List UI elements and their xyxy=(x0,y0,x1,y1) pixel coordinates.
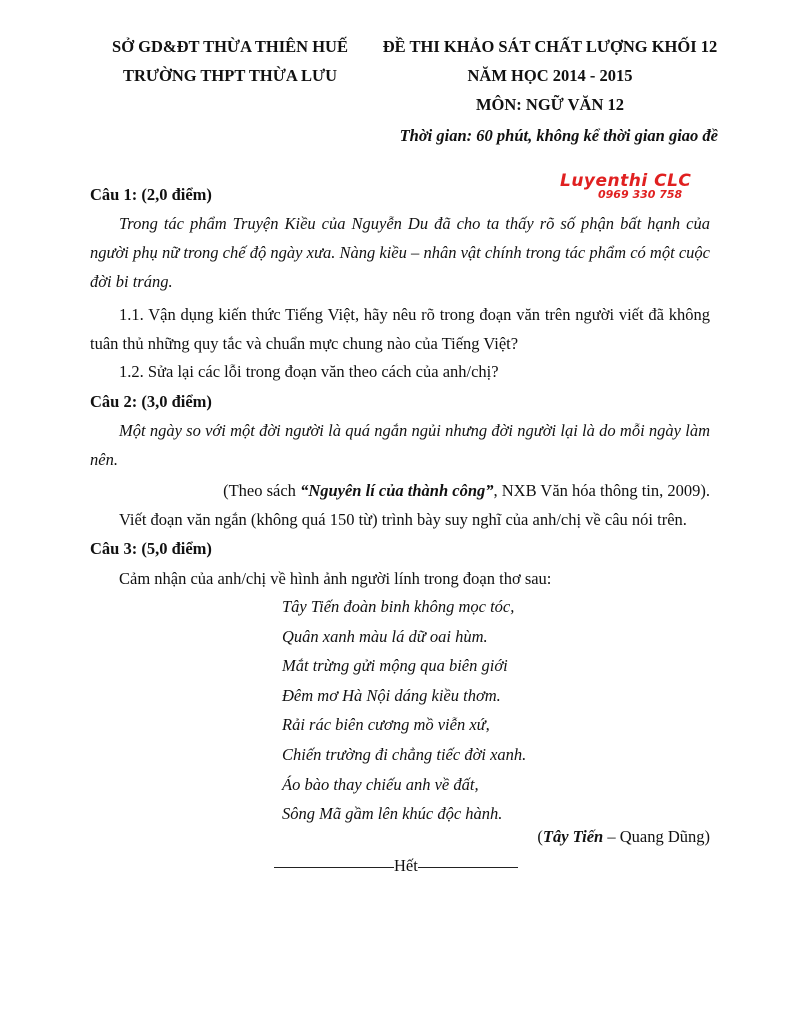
question-1-1: 1.1. Vận dụng kiến thức Tiếng Việt, hãy nêu rõ trong đoạn văn trên người viết đã không tuân thủ những quy tắc và chuẩn mực chung nào của Tiếng Việt? xyxy=(90,305,710,353)
exam-title: ĐỀ THI KHẢO SÁT CHẤT LƯỢNG KHỐI 12 xyxy=(382,37,718,56)
end-marker xyxy=(274,856,524,876)
subject: MÔN: NGỮ VĂN 12 xyxy=(475,95,625,114)
time-limit: Thời gian: 60 phút, không kể thời gian giao đề xyxy=(399,126,718,145)
department-name: SỞ GD&ĐT THỪA THIÊN HUẾ xyxy=(112,37,348,56)
question-1-2: 1.2. Sửa lại các lỗi trong đoạn văn theo cách của anh/chị? xyxy=(119,362,499,381)
end-divider-left xyxy=(274,867,394,868)
source-book-title: “Nguyên lí của thành công” xyxy=(300,481,494,500)
question-2-quote: Một ngày so với một đời người là quá ngắn ngủi nhưng đời người lại là do mỗi ngày làm nên. xyxy=(90,421,710,469)
poem-line: Đêm mơ Hà Nội dáng kiều thơm. xyxy=(282,685,501,705)
poem-line: Áo bào thay chiếu anh về đất, xyxy=(282,774,479,794)
end-text: Hết xyxy=(394,856,418,875)
poem-line: Sông Mã gầm lên khúc độc hành. xyxy=(282,804,503,824)
poem-line: Mắt trừng gửi mộng qua biên giới xyxy=(282,656,508,676)
source-suffix: , NXB Văn hóa thông tin, 2009). xyxy=(493,481,710,500)
end-divider-right xyxy=(418,867,518,868)
watermark-phone: 0969 330 758 xyxy=(598,188,683,201)
question-3-task: Cảm nhận của anh/chị về hình ảnh người lính trong đoạn thơ sau: xyxy=(119,569,552,588)
question-2-task: Viết đoạn văn ngắn (không quá 150 từ) trình bày suy nghĩ của anh/chị về câu nói trên. xyxy=(119,510,687,529)
poem-author: Quang Dũng xyxy=(619,827,705,846)
poem-title: Tây Tiến xyxy=(542,827,604,846)
question-1-heading: Câu 1: (2,0 điểm) xyxy=(90,185,212,204)
question-2-heading: Câu 2: (3,0 điểm) xyxy=(90,392,212,411)
poem xyxy=(282,592,526,829)
poem-line: Tây Tiến đoàn binh không mọc tóc, xyxy=(282,597,515,616)
question-1-passage: Trong tác phẩm Truyện Kiều của Nguyễn Du đã cho ta thấy rõ số phận bất hạnh của người phụ nữ trong chế độ ngày xưa. Nàng kiều – nhân vật chính trong tác phẩm có một cuộc đời bi tráng. xyxy=(90,214,710,291)
school-name: TRƯỜNG THPT THỪA LƯU xyxy=(122,66,338,85)
poem-line: Chiến trường đi chẳng tiếc đời xanh. xyxy=(282,744,527,764)
poem-line: Rải rác biên cương mồ viễn xứ, xyxy=(282,715,490,735)
poem-source: (Tây Tiến – Quang Dũng) xyxy=(537,827,710,846)
question-3-heading: Câu 3: (5,0 điểm) xyxy=(90,539,212,558)
poem-line: Quân xanh màu lá dữ oai hùm. xyxy=(282,626,488,646)
source-prefix: (Theo sách xyxy=(223,481,301,500)
question-2-source xyxy=(90,476,710,505)
school-year: NĂM HỌC 2014 - 2015 xyxy=(467,66,633,85)
watermark-title: Luyenthi CLC xyxy=(560,171,692,191)
